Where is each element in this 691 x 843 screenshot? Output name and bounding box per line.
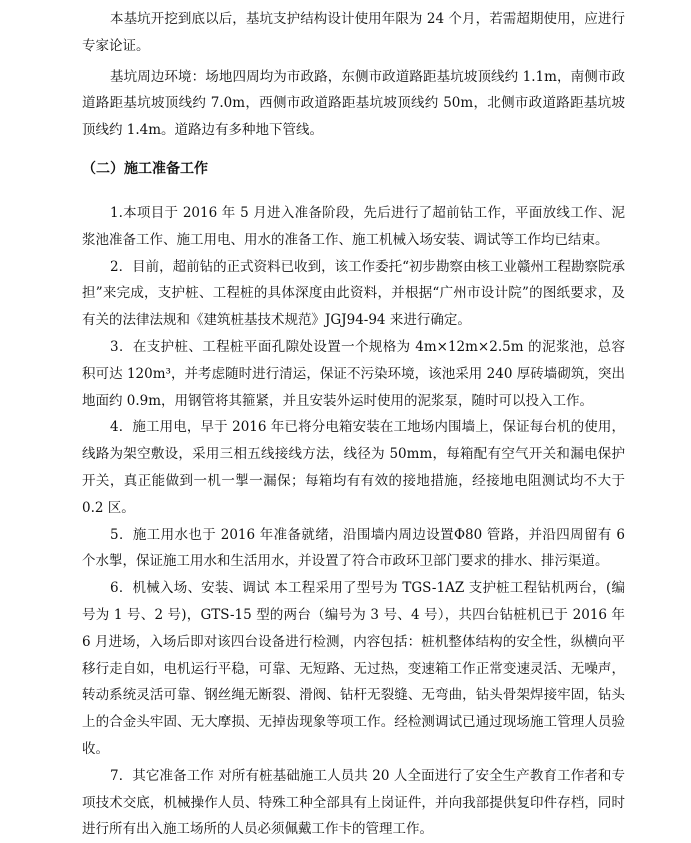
list-item-1: 1.本项目于 2016 年 5 月进入准备阶段，先后进行了超前钻工作，平面放线工作、泥浆池准备工作、施工用电、用水的准备工作、施工机械入场安装、调试等工作均已结束。	[82, 204, 625, 248]
list-item-6: 6．机械入场、安装、调试 本工程采用了型号为 TGS-1AZ 支护桩工程钻机两台，(编号为 1 号、2 号)，GTS-15 型的两台（编号为 3 号、4 号），共四台钻桩机已于 2016 年 6 月进场，入场后即对该四台设备进行检测，内容包括：桩机整体结构的安全性，纵横向平移行走自如，电机运行平稳，可靠、无短路、无过热，变速箱工作正常变速灵活、无噪声，转动系统灵活可靠、钢丝绳无断裂、滑阀、钻杆无裂缝、无弯曲，钻头骨架焊接牢固，钻头上的合金头牢固、无大摩损、无掉齿现象等项工作。经检测调试已通过现场施工管理人员验收。	[82, 580, 625, 757]
list-item-7: 7．其它准备工作 对所有桩基础施工人员共 20 人全面进行了安全生产教育工作者和专项技术交底，机械操作人员、特殊工种全部具有上岗证件，并向我部提供复印件存档，同时进行所有出入施工场所的人员必须佩戴工作卡的管理工作。	[82, 767, 625, 838]
section-heading: （二）施工准备工作	[82, 160, 208, 177]
list-item-4: 4．施工用电，早于 2016 年已将分电箱安装在工地场内围墙上，保证每台机的使用，线路为架空敷设，采用三相五线接线方法，线径为 50mm，每箱配有空气开关和漏电保护开关，真正能做到一机一掣一漏保；每箱均有有效的接地措施，经接地电阻测试均不大于 0.2 区。	[82, 419, 625, 516]
paragraph-design-life: 本基坑开挖到底以后，基坑支护结构设计使用年限为 24 个月，若需超期使用，应进行专家论证。	[82, 11, 625, 54]
list-item-2: 2．目前，超前钻的正式资料已收到，该工作委托“初步勘察由核工业赣州工程勘察院承担”来完成，支护桩、工程桩的具体深度由此资料，并根据“广州市设计院”的图纸要求，及有关的法律法规和《建筑桩基技术规范》JGJ94-94 来进行确定。	[82, 258, 625, 329]
paragraph-surroundings: 基坑周边环境：场地四周均为市政路，东侧市政道路距基坑坡顶线约 1.1m，南侧市政道路距基坑坡顶线约 7.0m，西侧市政道路距基坑坡顶线约 50m，北侧市政道路距基坑坡顶线约 1.4m。道路边有多种地下管线。	[82, 68, 625, 139]
list-item-3: 3．在支护桩、工程桩平面孔隙处设置一个规格为 4m×12m×2.5m 的泥浆池，总容积可达 120m³，并考虑随时进行清运，保证不污染环境，该池采用 240 厚砖墙砌筑，突出地面约 0.9m，用钢管将其箍紧，并且安装外运时使用的泥浆泵，随时可以投入工作。	[82, 338, 625, 409]
list-item-5: 5．施工用水也于 2016 年准备就绪，沿围墙内周边设置Φ80 管路，并沿四周留有 6 个水掣，保证施工用水和生活用水，并设置了符合市政环卫部门要求的排水、排污渠道。	[82, 526, 625, 570]
spacer	[82, 192, 625, 200]
